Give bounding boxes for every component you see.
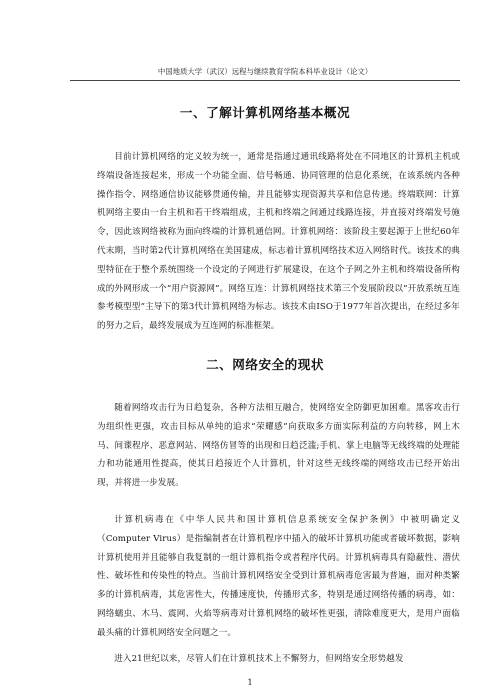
- page-number: 1: [247, 678, 253, 687]
- paragraph-network-overview: 目前计算机网络的定义较为统一，通常是指通过通讯线路将处在不同地区的计算机主机或终端设备连接起来，形成一个功能全面、信号畅通、协同管理的信息化系统，在该系统内各种操作指令、网络通信协议能够贯通传输，并且能够实现资源共享和信息传递。终端联网：计算机网络主要由一台主机和若干终端组成，主机和终端之间通过线路连接，并直接对终端发号施令，因此该网络被称为面向终端的计算机通信网。计算机网络：该阶段主要起源于上世纪60年代末期，当时第2代计算机网络在美国建成，标志着计算机网络技术迈入网络时代。该技术的典型特征在于整个系统围绕一个设定的子网进行扩展建设，在这个子网之外主机和终端设备所构成的外网形成一个“用户资源网”。网络互连：计算机网络技术第三个发展阶段以“开放系统互连参考模型型”主导下的第3代计算机网络为标志。该技术由ISO于1977年首次提出，在经过多年的努力之后，最终发展成为互连网的标准框架。: [97, 152, 460, 332]
- paragraph-attack-trends: 随着网络攻击行为日趋复杂，各种方法相互融合，使网络安全防御更加困难。黑客攻击行为组织性更强，攻击目标从单纯的追求“荣耀感”向获取多方面实际利益的方向转移，网上木马、间谍程序、恶意网站、网络仿冒等的出现和日趋泛滥;手机、掌上电脑等无线终端的处理能力和功能通用性提高，使其日趋接近个人计算机，针对这些无线终端的网络攻击已经开始出现，并将进一步发展。: [97, 403, 460, 489]
- header-divider: [70, 80, 460, 81]
- paragraph-21st-century: 进入21世纪以来，尽管人们在计算机技术上不懈努力，但网络安全形势越发: [114, 654, 404, 664]
- section-heading-security-status: 二、网络安全的现状: [206, 357, 324, 372]
- running-header: 中国地质大学（武汉）远程与继续教育学院本科毕业设计（论文）: [157, 67, 373, 76]
- paragraph-computer-virus: 计算机病毒在《中华人民共和国计算机信息系统安全保护条例》中被明确定义（Computer Virus）是指编制者在计算机程序中插入的破坏计算机功能或者破坏数据，影响计算机使用并且能够自我复制的一组计算机指令或者程序代码。计算机病毒具有隐蔽性、潜伏性、破坏性和传染性的特点。当前计算机网络安全受到计算机病毒危害最为普遍，面对种类繁多的计算机病毒，其危害性大，传播速度快，传播形式多，特别是通过网络传播的病毒，如：网络蠕虫、木马、震网、火焰等病毒对计算机网络的破坏性更强，清除难度更大，是用户面临最头痛的计算机网络安全问题之一。: [97, 515, 460, 638]
- section-heading-network-overview: 一、了解计算机网络基本概况: [179, 105, 351, 120]
